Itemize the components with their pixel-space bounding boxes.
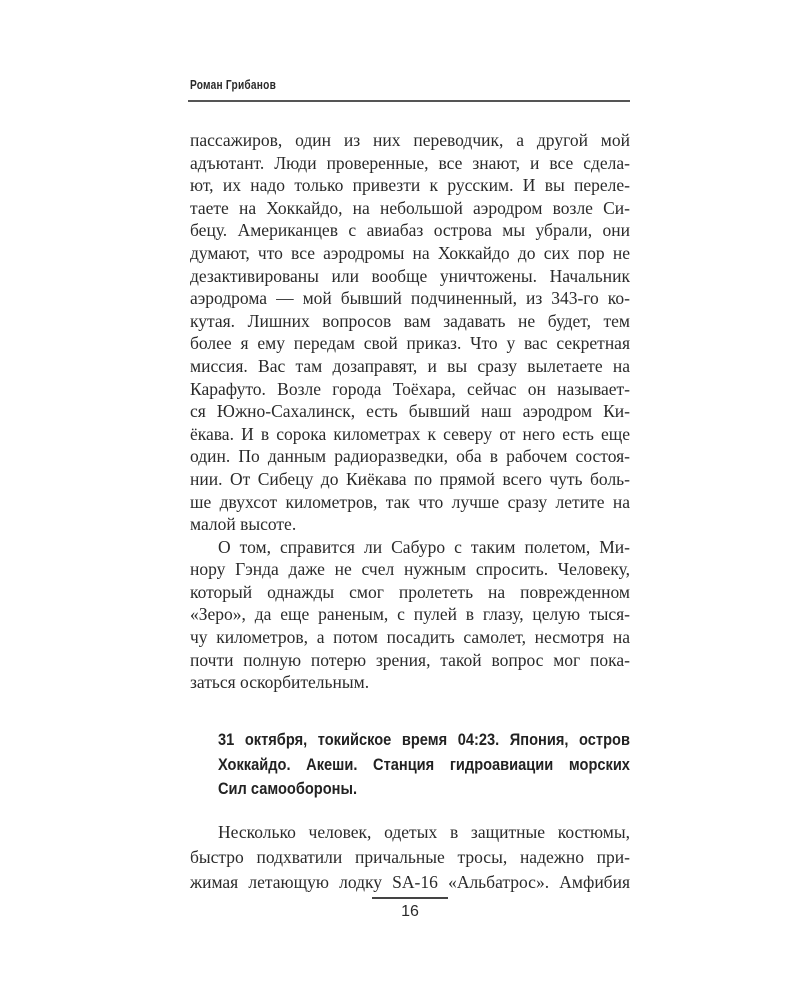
- text-line: нии. От Сибецу до Киёкава по прямой всего чуть боль-: [190, 468, 630, 489]
- text-line: Хоккайдо. Акеши. Станция гидроавиации морских: [218, 754, 630, 774]
- text-line: адъютант. Люди проверенные, все знают, и все сдела-: [190, 152, 630, 173]
- page-number: 16: [401, 903, 419, 920]
- text-line: ся Южно-Сахалинск, есть бывший наш аэродром Ки-: [190, 401, 630, 422]
- header-rule: [188, 100, 630, 102]
- text-line: Карафуто. Возле города Тоёхара, сейчас он называет-: [190, 378, 630, 399]
- text-line: один. По данным радиоразведки, оба в рабочем состоя-: [190, 446, 630, 467]
- text-line: Несколько человек, одетых в защитные костюмы,: [218, 822, 630, 842]
- text-line: нору Гэнда даже не счел нужным спросить. Человеку,: [190, 559, 630, 580]
- text-line: более я ему передам свой приказ. Что у вас секретная: [190, 333, 630, 354]
- text-line: ше двухсот километров, так что лучше сразу летите на: [190, 491, 630, 512]
- text-line: малой высоте.: [190, 514, 297, 535]
- section-heading: [218, 728, 630, 802]
- text-line: бецу. Американцев с авиабаз острова мы убрали, они: [190, 220, 630, 241]
- text-line: который однажды смог пролететь на поврежденном: [190, 581, 630, 602]
- text-line: миссия. Вас там дозаправят, и вы сразу вылетаете на: [190, 355, 630, 376]
- text-line: пассажиров, один из них переводчик, а другой мой: [190, 130, 630, 150]
- text-line: думают, что все аэродромы на Хоккайдо до сих пор не: [190, 242, 630, 263]
- text-line: «Зеро», да еще раненым, с пулей в глазу, целую тыся-: [190, 604, 630, 625]
- text-line: ёкава. И в сорока километрах к северу от него есть еще: [190, 423, 630, 444]
- text-line: Сил самообороны.: [218, 779, 358, 798]
- text-line: 31 октября, токийское время 04:23. Япония, остров: [218, 730, 630, 749]
- text-line: дезактивированы или вообще уничтожены. Начальник: [190, 265, 630, 286]
- text-line: кутая. Лишних вопросов вам задавать не будет, тем: [190, 310, 630, 331]
- text-line: заться оскорбительным.: [190, 672, 370, 693]
- running-header-author: Роман Грибанов: [190, 77, 277, 92]
- text-line: быстро подхватили причальные тросы, надежно при-: [190, 847, 630, 867]
- text-line: почти полную потерю зрения, такой вопрос мог пока-: [190, 649, 630, 670]
- text-line: ют, их надо только привезти к русским. И вы переле-: [190, 175, 630, 196]
- text-line: О том, справится ли Сабуро с таким полетом, Ми-: [218, 536, 630, 557]
- text-line: таете на Хоккайдо, на небольшой аэродром возле Си-: [190, 197, 630, 218]
- text-line: жимая летающую лодку SA-16 «Альбатрос». Амфибия: [190, 872, 630, 892]
- text-line: чу километров, а потом посадить самолет, несмотря на: [190, 627, 630, 648]
- paragraph-1: [190, 129, 630, 694]
- paragraph-3: [190, 820, 630, 895]
- footer-rule: [372, 897, 448, 899]
- text-line: аэродрома — мой бывший подчиненный, из 343-го ко-: [190, 288, 630, 309]
